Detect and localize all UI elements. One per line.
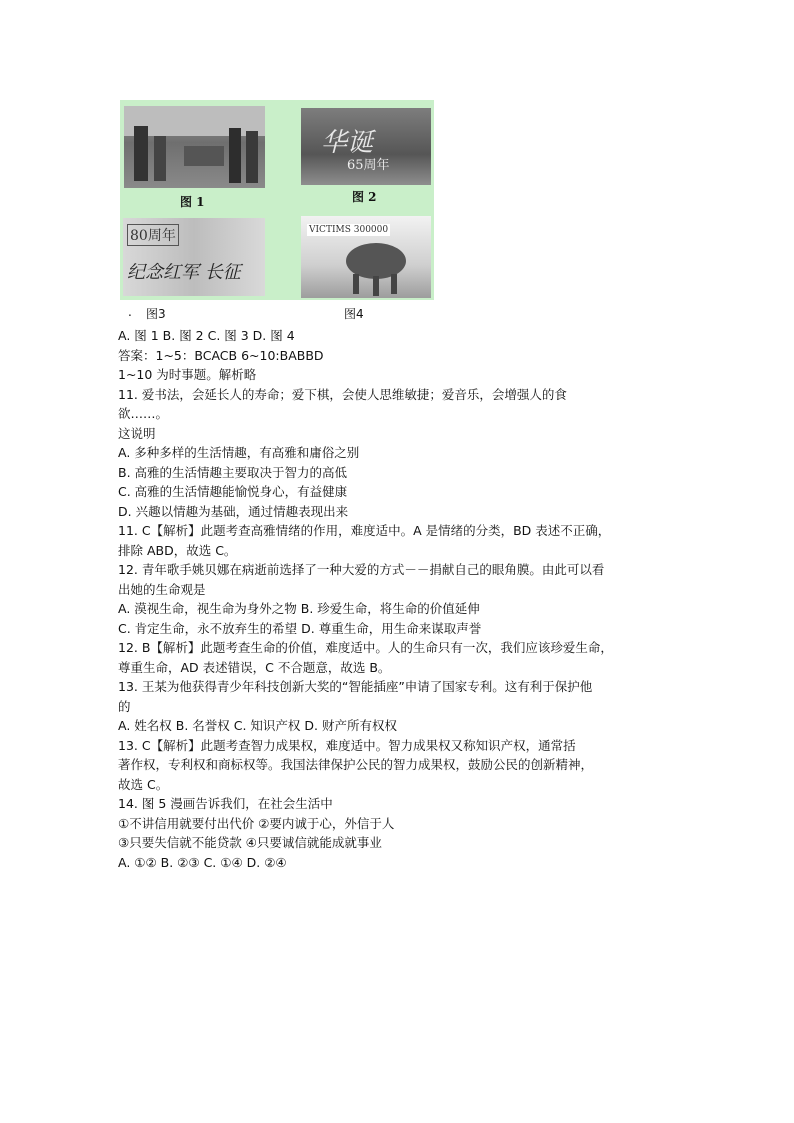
text-line: A. 漠视生命，视生命为身外之物 B. 珍爱生命，将生命的价值延伸 <box>118 601 480 616</box>
figure-4-sign: VICTIMS 300000 <box>309 225 389 235</box>
text-line: B. 高雅的生活情趣主要取决于智力的高低 <box>118 464 348 480</box>
text-line: A. 姓名权 B. 名誉权 C. 知识产权 D. 财产所有权权 <box>118 718 397 733</box>
text-line: 欲……。 <box>118 406 169 421</box>
text-line: 排除 ABD，故选 C。 <box>118 542 237 558</box>
text-line: D. 兴趣以情趣为基础，通过情趣表现出来 <box>118 503 349 519</box>
text-line: C. 高雅的生活情趣能愉悦身心，有益健康 <box>118 484 348 499</box>
figure-4-caption: 图4 <box>344 307 364 321</box>
text-line: 13. C【解析】此题考查智力成果权，难度适中。智力成果权又称知识产权，通常括 <box>118 737 576 753</box>
figure-2-subtitle: 65周年 <box>347 158 390 173</box>
text-line: 出她的生命观是 <box>118 581 206 597</box>
text-line: 尊重生命，AD 表述错误，C 不合题意，故选 B。 <box>118 659 391 675</box>
figure-3-badge: 80周年 <box>127 224 179 246</box>
text-line: 1~10 为时事题。解析略 <box>118 367 257 382</box>
text-line: 11. 爱书法，会延长人的寿命；爱下棋，会使人思维敏捷；爱音乐，会增强人的食 <box>118 386 567 402</box>
figure-2-calligraphy: 华诞 <box>321 128 374 158</box>
text-line: 12. B【解析】此题考查生命的价值，难度适中。人的生命只有一次，我们应该珍爱生命， <box>118 640 613 655</box>
text-line: 这说明 <box>118 425 156 441</box>
text-line: 著作权，专利权和商标权等。我国法律保护公民的智力成果权，鼓励公民的创新精神， <box>118 757 594 772</box>
text-line: A. ①② B. ②③ C. ①④ D. ②④ <box>118 854 287 870</box>
figure-group <box>120 100 434 300</box>
figure-3-caption-dot: . <box>128 305 132 319</box>
photo-figure-1 <box>124 106 265 188</box>
text-line: ③只要失信就不能贷款 ④只要诚信就能成就事业 <box>118 835 382 850</box>
text-line: 答案：1~5：BCACB 6~10:BABBD <box>118 347 324 363</box>
text-line: A. 图 1 B. 图 2 C. 图 3 D. 图 4 <box>118 328 295 343</box>
text-line: 12. 青年歌手姚贝娜在病逝前选择了一种大爱的方式－－捐献自己的眼角膜。由此可以看 <box>118 562 605 577</box>
photo-figure-3 <box>123 218 265 296</box>
text-line: A. 多种多样的生活情趣，有高雅和庸俗之别 <box>118 445 360 460</box>
text-line: C. 肯定生命，永不放弃生的希望 D. 尊重生命，用生命来谋取声誉 <box>118 620 482 636</box>
text-line: 13. 王某为他获得青少年科技创新大奖的“智能插座”申请了国家专利。这有利于保护他 <box>118 679 593 694</box>
figure-3-caption: 图3 <box>146 307 166 321</box>
text-line: ①不讲信用就要付出代价 ②要内诚于心，外信于人 <box>118 815 395 831</box>
text-line: 14. 图 5 漫画告诉我们，在社会生活中 <box>118 796 333 811</box>
photo-figure-2 <box>301 108 431 185</box>
text-line: 11. C【解析】此题考查高雅情绪的作用，难度适中。A 是情绪的分类，BD 表述不正确， <box>118 523 611 538</box>
text-line: 的 <box>118 698 131 714</box>
photo-figure-4 <box>301 216 431 298</box>
figure-2-label: 图 2 <box>352 190 377 204</box>
document-body <box>118 326 678 872</box>
figure-3-calligraphy: 纪念红军 长征 <box>127 262 241 283</box>
figure-1-label: 图 1 <box>180 195 205 209</box>
text-line: 故选 C。 <box>118 776 169 792</box>
